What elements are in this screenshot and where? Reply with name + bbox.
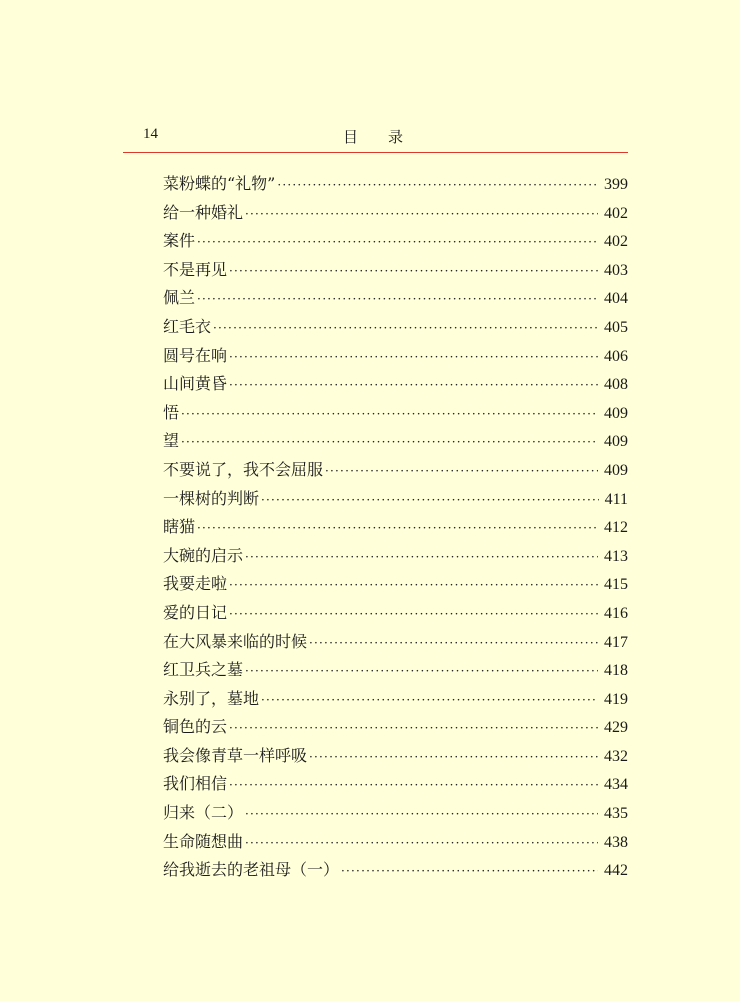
toc-entry-page-number: 415 <box>604 576 628 594</box>
toc-entry-title: 永别了，墓地 <box>163 688 260 708</box>
toc-entry-page-number: 438 <box>604 833 628 851</box>
toc-entry-page-number: 413 <box>604 547 628 565</box>
toc-entry <box>163 342 628 371</box>
toc-entry <box>163 256 628 285</box>
dot-leader <box>213 314 598 343</box>
dot-leader <box>181 428 598 457</box>
running-title: 目录 <box>343 128 434 146</box>
dot-leader <box>197 285 598 314</box>
toc-entry <box>163 542 628 571</box>
toc-entry-page-number: 408 <box>604 376 628 394</box>
toc-entry <box>163 284 628 313</box>
toc-entry <box>163 199 628 228</box>
toc-entry-page-number: 429 <box>604 719 628 737</box>
toc-entry <box>163 399 628 428</box>
toc-entry-title: 案件 <box>163 231 196 251</box>
toc-entry <box>163 742 628 771</box>
toc-entry-title: 不是再见 <box>163 259 228 279</box>
toc-entry-page-number: 442 <box>604 862 628 880</box>
page-number: 14 <box>143 126 158 142</box>
toc-entry-page-number: 399 <box>604 176 628 193</box>
toc-entry-title: 归来（二） <box>163 803 244 823</box>
dot-leader <box>245 800 598 829</box>
page-header <box>123 124 628 152</box>
dot-leader <box>229 600 598 629</box>
toc-entry-title: 我要走啦 <box>163 574 228 594</box>
dot-leader <box>245 200 598 229</box>
toc-entry-title: 不要说了，我不会屈服 <box>163 459 324 479</box>
toc-entry-title: 爱的日记 <box>163 602 228 622</box>
toc-entry-title: 铜色的云 <box>163 717 228 737</box>
toc-entry-page-number: 402 <box>604 233 628 251</box>
dot-leader <box>229 257 598 286</box>
toc-entry <box>163 713 628 742</box>
toc-entry-page-number: 406 <box>604 347 628 365</box>
dot-leader <box>277 171 598 200</box>
dot-leader <box>309 629 598 658</box>
toc-entry-title: 在大风暴来临的时候 <box>163 631 308 651</box>
dot-leader <box>309 743 598 772</box>
toc-entry <box>163 370 628 399</box>
toc-entry <box>163 628 628 657</box>
toc-entry-page-number: 418 <box>604 662 628 680</box>
toc-entry-page-number: 417 <box>604 633 628 651</box>
toc-entry-page-number: 432 <box>604 747 628 765</box>
toc-entry <box>163 227 628 256</box>
toc-entry <box>163 456 628 485</box>
toc-entry <box>163 170 628 199</box>
toc-entry-title: 红毛衣 <box>163 316 212 336</box>
toc-entry-page-number: 411 <box>604 490 628 508</box>
toc-entry <box>163 685 628 714</box>
toc-entry-page-number: 416 <box>604 604 628 622</box>
toc-entry-page-number: 402 <box>604 204 628 222</box>
toc-entry-title: 佩兰 <box>163 288 196 308</box>
dot-leader <box>245 657 598 686</box>
toc-entry <box>163 513 628 542</box>
toc-entry-page-number: 404 <box>604 290 628 308</box>
dot-leader <box>245 829 598 858</box>
toc-entry-page-number: 419 <box>604 690 628 708</box>
toc-entry-page-number: 409 <box>604 404 628 422</box>
toc-entry-title: 给我逝去的老祖母（一） <box>163 860 340 880</box>
header-rule <box>123 152 628 153</box>
toc-entry-page-number: 403 <box>604 261 628 279</box>
toc-entry-page-number: 434 <box>604 776 628 794</box>
toc-entry-title: 红卫兵之墓 <box>163 660 244 680</box>
toc-entry <box>163 599 628 628</box>
toc-entry-title: 给一种婚礼 <box>163 202 244 222</box>
toc-entry-title: 生命随想曲 <box>163 831 244 851</box>
toc-entry <box>163 485 628 514</box>
dot-leader <box>229 714 598 743</box>
toc-entry-title: 我们相信 <box>163 774 228 794</box>
toc-entry <box>163 570 628 599</box>
toc-entry <box>163 828 628 857</box>
dot-leader <box>197 514 598 543</box>
toc-entry <box>163 313 628 342</box>
toc-entry <box>163 770 628 799</box>
dot-leader <box>229 571 598 600</box>
toc-entry <box>163 656 628 685</box>
dot-leader <box>245 543 598 572</box>
dot-leader <box>229 771 598 800</box>
toc-entry-page-number: 409 <box>604 461 628 479</box>
toc-entry-title: 山间黄昏 <box>163 374 228 394</box>
table-of-contents <box>163 170 628 885</box>
toc-entry <box>163 799 628 828</box>
dot-leader <box>261 686 598 715</box>
toc-entry-page-number: 412 <box>604 519 628 537</box>
toc-entry-page-number: 405 <box>604 318 628 336</box>
toc-entry-page-number: 409 <box>604 433 628 451</box>
dot-leader <box>197 228 598 257</box>
dot-leader <box>181 400 598 429</box>
toc-entry-title: 瞎猫 <box>163 517 196 537</box>
toc-entry-page-number: 435 <box>604 805 628 823</box>
toc-entry-title: 大碗的启示 <box>163 545 244 565</box>
toc-entry-title: 我会像青草一样呼吸 <box>163 745 308 765</box>
toc-entry-title: 菜粉蝶的“礼物” <box>163 174 276 193</box>
dot-leader <box>325 457 598 486</box>
toc-entry <box>163 427 628 456</box>
toc-entry-title: 圆号在响 <box>163 345 228 365</box>
toc-entry-title: 望 <box>163 431 180 451</box>
toc-entry-title: 悟 <box>163 402 180 422</box>
dot-leader <box>341 857 598 886</box>
toc-entry-title: 一棵树的判断 <box>163 488 260 508</box>
dot-leader <box>261 486 599 515</box>
dot-leader <box>229 343 598 372</box>
dot-leader <box>229 371 598 400</box>
toc-entry <box>163 856 628 885</box>
